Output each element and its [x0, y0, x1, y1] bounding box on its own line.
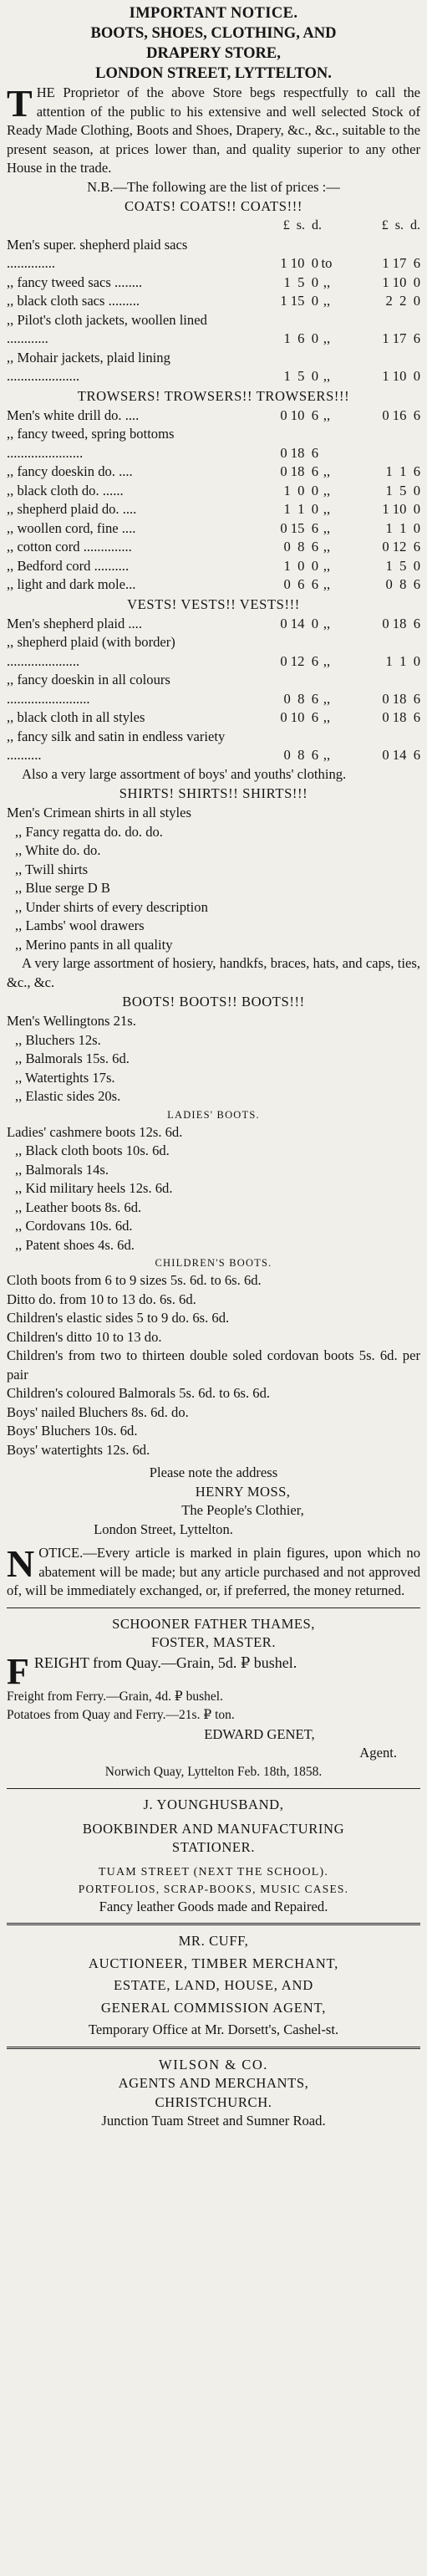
agent-name: EDWARD GENET, [204, 1725, 315, 1742]
potatoes-line: Potatoes from Quay and Ferry.—21s. ₽ ton. [7, 1708, 235, 1722]
row-upto: 1 1 0 [385, 519, 420, 536]
cuff-name: MR. CUFF, [178, 1933, 249, 1949]
row-from: 1 0 0 [283, 557, 318, 574]
coats-heading: COATS! COATS!! COATS!!! [125, 198, 302, 214]
vests-table [7, 615, 420, 765]
list-item: ,, Black cloth boots 10s. 6d. [15, 1142, 170, 1158]
row-item: ,, Pilot's cloth jackets, woollen lined ............ [7, 311, 207, 346]
table-row [7, 671, 420, 708]
list-item: Children's coloured Balmorals 5s. 6d. to 6s. 6d. [7, 1385, 271, 1401]
childrens-boots-heading: CHILDREN'S BOOTS. [155, 1257, 272, 1269]
list-item: Boys' watertights 12s. 6d. [7, 1441, 150, 1458]
list-item: ,, Under shirts of every description [15, 898, 208, 915]
schooner-advert [7, 1615, 420, 1782]
row-to: ,, [323, 273, 331, 290]
row-from: 0 15 6 [280, 519, 318, 536]
row-to: ,, [323, 557, 331, 574]
row-from: 1 15 0 [280, 293, 318, 309]
list-item: ,, Patent shoes 4s. 6d. [15, 1236, 135, 1253]
row-to: ,, [323, 576, 331, 592]
freight-ferry: Freight from Ferry.—Grain, 4d. ₽ bushel. [7, 1689, 223, 1704]
row-from: 0 18 6 [280, 444, 318, 461]
row-item: ,, woollen cord, fine .... [7, 519, 136, 536]
list-item: ,, Bluchers 12s. [15, 1031, 101, 1048]
table-row [7, 482, 420, 501]
ladies-boots-list [7, 1123, 420, 1255]
table-row [7, 425, 420, 463]
row-item: Men's super. shepherd plaid sacs .............. [7, 236, 188, 271]
row-from: 0 10 6 [280, 709, 318, 725]
list-item: Children's ditto 10 to 13 do. [7, 1328, 162, 1345]
table-row [7, 463, 420, 482]
row-from: 1 5 0 [283, 368, 318, 384]
vests-footnote: Also a very large assortment of boys' and youths' clothing. [22, 765, 347, 782]
row-upto: 2 2 0 [385, 293, 420, 309]
store-title-line-1: BOOTS, SHOES, CLOTHING, AND [90, 25, 337, 42]
row-from: 0 8 6 [283, 747, 318, 763]
row-from: 1 5 0 [283, 273, 318, 290]
store-address: LONDON STREET, LYTTELTON. [95, 65, 332, 82]
list-item: Men's Wellingtons 21s. [7, 1013, 136, 1029]
wilson-title: AGENTS AND MERCHANTS, [118, 2075, 309, 2091]
row-to: ,, [323, 539, 331, 555]
younghusband-title-1: BOOKBINDER AND MANUFACTURING [82, 1820, 345, 1837]
row-item: ,, black cloth sacs ......... [7, 293, 140, 309]
row-to: ,, [323, 747, 331, 763]
younghusband-fancy: Fancy leather Goods made and Repaired. [99, 1898, 328, 1914]
list-item: ,, Watertights 17s. [15, 1069, 115, 1086]
table-row [7, 236, 420, 273]
wilson-name: WILSON & CO. [159, 2056, 268, 2073]
cuff-line-1: AUCTIONEER, TIMBER MERCHANT, [88, 1955, 339, 1971]
row-to: ,, [323, 652, 331, 669]
table-row [7, 311, 420, 349]
younghusband-products: PORTFOLIOS, SCRAP-BOOKS, MUSIC CASES. [78, 1882, 349, 1895]
row-upto: 1 17 6 [382, 330, 420, 346]
freight-paragraph [7, 1650, 420, 1692]
list-item: ,, Cordovans 10s. 6d. [15, 1218, 133, 1234]
cuff-line-3: GENERAL COMMISSION AGENT, [100, 1999, 327, 2016]
row-upto: 0 18 6 [382, 709, 420, 725]
currency-to: £ s. d. [381, 218, 420, 233]
schooner-date: Norwich Quay, Lyttelton Feb. 18th, 1858. [104, 1764, 323, 1779]
list-item: ,, White do. do. [15, 842, 101, 858]
row-to [318, 425, 335, 463]
row-item: ,, shepherd plaid do. .... [7, 501, 137, 517]
row-upto: 0 14 6 [382, 747, 420, 763]
cuff-advert [7, 1932, 420, 2040]
table-row [7, 273, 420, 293]
younghusband-name: J. YOUNGHUSBAND, [143, 1797, 284, 1812]
table-row [7, 728, 420, 765]
row-to: ,, [323, 293, 331, 309]
row-upto: 1 5 0 [385, 557, 420, 574]
list-item: Ditto do. from 10 to 13 do. 6s. 6d. [7, 1291, 196, 1307]
intro-text: HE Proprietor of the above Store begs respectfully to call the attention of the public to his extensive and well selected Stock of Ready Made Clothing, Boots and Shoes, Drapery, &c., &c., suitable to the present season, at prices lower than, and quality superior to any other House in the trade. [7, 84, 420, 176]
row-item: ,, fancy tweed sacs ........ [7, 273, 143, 290]
row-from: 0 10 6 [280, 406, 318, 423]
currency-header [7, 217, 420, 236]
signature-name: HENRY MOSS, [195, 1483, 291, 1500]
row-item: ,, cotton cord .............. [7, 539, 132, 555]
dropcap-n: N [7, 1542, 35, 1585]
row-from: 0 8 6 [283, 539, 318, 555]
row-from: 1 0 0 [283, 482, 318, 498]
dropcap-t: T [7, 82, 33, 125]
younghusband-advert [7, 1796, 420, 1916]
row-item: Men's shepherd plaid .... [7, 615, 142, 631]
freight-main: REIGHT from Quay.—Grain, 5d. ₽ bushel. [33, 1653, 297, 1671]
list-item: Children's from two to thirteen double soled cordovan boots 5s. 6d. per pair [7, 1347, 420, 1383]
boots-heading: BOOTS! BOOTS!! BOOTS!!! [122, 994, 305, 1009]
table-row [7, 292, 420, 311]
row-to: ,, [323, 406, 331, 423]
list-item: ,, Kid military heels 12s. 6d. [15, 1180, 173, 1196]
row-upto: 0 18 6 [382, 615, 420, 631]
row-from: 0 14 0 [280, 615, 318, 631]
mens-boots-list [7, 1012, 420, 1107]
table-row [7, 349, 420, 386]
row-to: ,, [323, 368, 331, 384]
row-upto: 1 10 0 [382, 501, 420, 517]
table-row [7, 575, 420, 595]
row-item: ,, black cloth do. ...... [7, 482, 124, 498]
table-row [7, 633, 420, 671]
row-upto: 0 8 6 [385, 576, 420, 592]
list-item: Boys' Bluchers 10s. 6d. [7, 1423, 138, 1439]
row-upto: 1 17 6 [382, 255, 420, 271]
row-from: 0 18 6 [280, 463, 318, 479]
row-upto: 1 10 0 [382, 368, 420, 384]
younghusband-address: TUAM STREET (NEXT THE SCHOOL). [98, 1865, 329, 1878]
dropcap-f: F [7, 1650, 29, 1692]
row-item: ,, fancy tweed, spring bottoms ...................... [7, 426, 175, 461]
row-to: ,, [323, 463, 331, 479]
table-row [7, 538, 420, 557]
row-item: ,, fancy silk and satin in endless variety .......... [7, 728, 226, 763]
list-item: ,, Balmorals 14s. [15, 1161, 109, 1178]
list-item: Children's elastic sides 5 to 9 do. 6s. 6d. [7, 1310, 230, 1326]
list-item: Boys' nailed Bluchers 8s. 6d. do. [7, 1403, 189, 1420]
row-to: ,, [323, 615, 331, 631]
shirts-heading: SHIRTS! SHIRTS!! SHIRTS!!! [119, 785, 308, 801]
row-from: 0 8 6 [283, 690, 318, 707]
table-row [7, 708, 420, 728]
intro-paragraph [7, 84, 420, 178]
divider [7, 1923, 420, 1925]
notice-paragraph [7, 1544, 420, 1601]
schooner-title: SCHOONER FATHER THAMES, [112, 1615, 315, 1632]
row-upto: 1 5 0 [385, 482, 420, 498]
row-item: ,, Mohair jackets, plaid lining ..................... [7, 349, 170, 384]
signature-role: The People's Clothier, [181, 1502, 304, 1518]
list-item: ,, Merino pants in all quality [15, 936, 173, 953]
shirts-list [7, 804, 420, 954]
trowsers-heading: TROWSERS! TROWSERS!! TROWSERS!!! [77, 387, 350, 404]
list-item: Cloth boots from 6 to 9 sizes 5s. 6d. to 6s. 6d. [7, 1272, 262, 1288]
trowsers-table [7, 406, 420, 595]
row-to: ,, [323, 482, 331, 498]
vests-heading: VESTS! VESTS!! VESTS!!! [127, 595, 300, 612]
row-to: ,, [323, 330, 331, 346]
row-item: ,, black cloth in all styles [7, 709, 145, 725]
childrens-boots-list [7, 1271, 420, 1459]
table-row [7, 406, 420, 426]
table-row [7, 615, 420, 634]
row-item: ,, light and dark mole... [7, 576, 136, 592]
please-note: Please note the address [149, 1464, 278, 1480]
row-to: ,, [323, 709, 331, 725]
moss-advert [7, 3, 420, 1601]
row-to: ,, [323, 690, 331, 707]
row-item: ,, fancy doeskin do. .... [7, 463, 133, 479]
table-row [7, 557, 420, 576]
notice-heading: IMPORTANT NOTICE. [129, 5, 298, 22]
row-upto: 1 10 0 [382, 273, 420, 290]
list-item: ,, Blue serge D B [15, 880, 110, 896]
row-from: 0 6 6 [283, 576, 318, 592]
cuff-office: Temporary Office at Mr. Dorsett's, Cashel-st. [88, 2021, 339, 2037]
row-from: 0 12 6 [280, 652, 318, 669]
shirts-footnote: A very large assortment of hosiery, handkfs, braces, hats, and caps, ties, &c., &c. [7, 955, 420, 990]
row-item: ,, fancy doeskin in all colours ........................ [7, 672, 170, 707]
list-item: ,, Lambs' wool drawers [15, 917, 145, 933]
store-title-line-2: DRAPERY STORE, [146, 45, 281, 62]
divider [7, 1607, 420, 1608]
currency-from: £ s. d. [282, 218, 322, 233]
list-item: Men's Crimean shirts in all styles [7, 805, 191, 820]
younghusband-title-2: STATIONER. [171, 1839, 256, 1855]
schooner-master: FOSTER, MASTER. [150, 1634, 277, 1650]
divider [7, 2047, 420, 2049]
row-upto: 0 16 6 [382, 406, 420, 423]
agent-title: Agent. [359, 1745, 397, 1761]
newspaper-column [7, 0, 420, 2131]
list-item: ,, Elastic sides 20s. [15, 1088, 121, 1104]
signature-address: London Street, Lyttelton. [94, 1521, 233, 1537]
row-from: 1 6 0 [283, 330, 318, 346]
list-item: ,, Leather boots 8s. 6d. [15, 1199, 142, 1215]
row-upto: 0 18 6 [382, 690, 420, 707]
coats-table [7, 236, 420, 386]
row-from: 1 10 0 [280, 255, 318, 271]
notice-text: OTICE.—Every article is marked in plain figures, upon which no abatement will be made; but any article purchased and not approved of, will be immediately exchanged, or, if preferred, the money returned. [7, 1545, 420, 1598]
list-item: ,, Twill shirts [15, 861, 89, 877]
wilson-city: CHRISTCHURCH. [155, 2093, 272, 2110]
row-to: ,, [323, 501, 331, 517]
wilson-address: Junction Tuam Street and Sumner Road. [101, 2113, 326, 2129]
nb-line: N.B.—The following are the list of prices :— [87, 178, 340, 195]
row-to: ,, [323, 519, 331, 536]
row-upto: 1 1 0 [385, 652, 420, 669]
list-item: ,, Fancy regatta do. do. do. [15, 823, 163, 840]
divider [7, 1788, 420, 1789]
table-row [7, 519, 420, 539]
list-item: Ladies' cashmere boots 12s. 6d. [7, 1123, 183, 1140]
row-item: ,, Bedford cord .......... [7, 557, 130, 574]
wilson-advert [7, 2056, 420, 2131]
cuff-line-2: ESTATE, LAND, HOUSE, AND [113, 1977, 314, 1993]
row-upto: 0 12 6 [382, 539, 420, 555]
row-item: Men's white drill do. .... [7, 406, 140, 423]
row-to: to [321, 255, 333, 271]
row-upto: 1 1 6 [385, 463, 420, 479]
row-item: ,, shepherd plaid (with border) ..................... [7, 634, 175, 669]
row-from: 1 1 0 [283, 501, 318, 517]
ladies-boots-heading: LADIES' BOOTS. [167, 1108, 260, 1121]
table-row [7, 500, 420, 519]
list-item: ,, Balmorals 15s. 6d. [15, 1050, 130, 1066]
row-upto [335, 425, 420, 463]
